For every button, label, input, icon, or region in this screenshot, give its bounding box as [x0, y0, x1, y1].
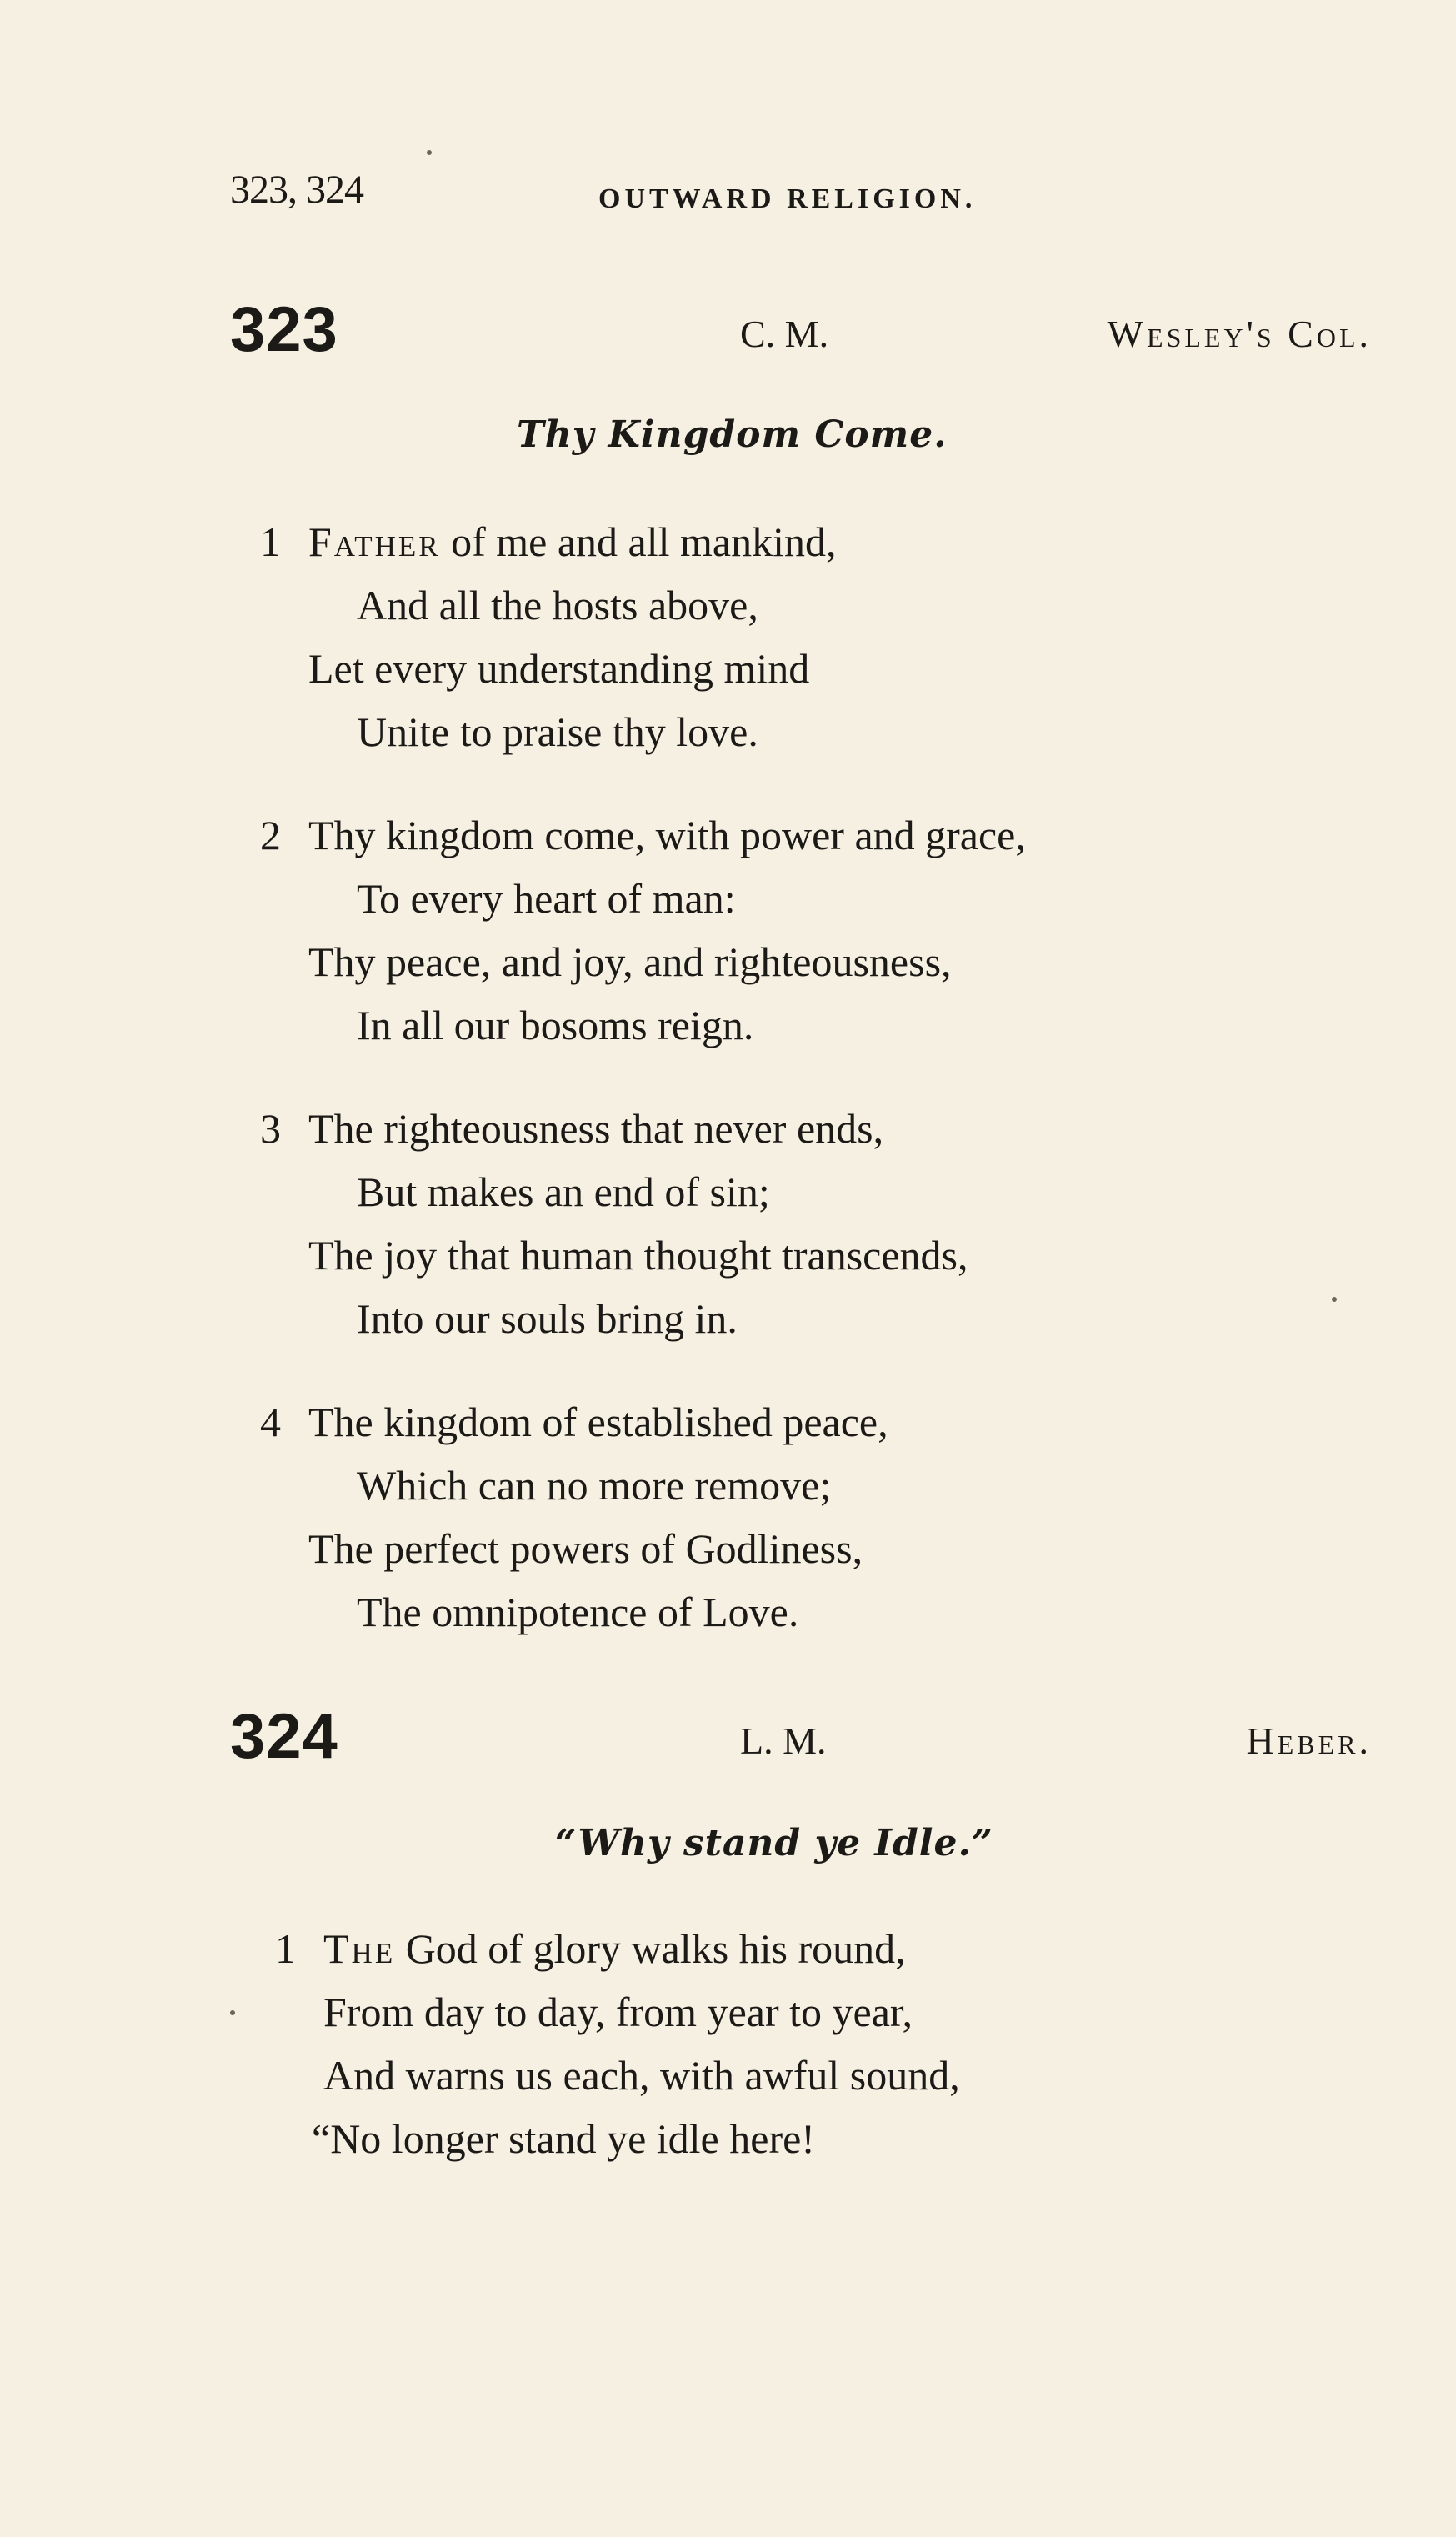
stanza-line: [275, 1917, 960, 1980]
first-word: The: [308, 1105, 373, 1152]
running-head-section-title: OUTWARD RELIGION.: [598, 183, 977, 214]
first-word: The: [308, 1399, 373, 1445]
hymn-323-header: [230, 293, 1372, 368]
stanza-line: [260, 1390, 888, 1454]
verse-number: 4: [260, 1399, 281, 1445]
first-word: The: [323, 1925, 396, 1972]
stanza-line: Thy peace, and joy, and righteousness,: [308, 938, 952, 985]
verse-number: 3: [260, 1105, 281, 1152]
hymn-323-subtitle: Thy Kingdom Come.: [517, 413, 948, 456]
hymn-324-stanza-1: [275, 1917, 960, 2170]
print-speck: [1332, 1297, 1337, 1302]
hymn-324-subtitle: “Why stand ye Idle.”: [555, 1822, 994, 1864]
stanza-line: Which can no more remove;: [357, 1462, 832, 1509]
hymn-author: Wesley's Col.: [1107, 313, 1372, 355]
stanza-line: But makes an end of sin;: [357, 1168, 770, 1215]
first-line-text: righteousness that never ends,: [373, 1105, 884, 1152]
hymn-meter: L. M.: [740, 1719, 827, 1762]
hymn-323-stanza-1: [260, 510, 837, 763]
stanza-line: In all our bosoms reign.: [357, 1002, 754, 1048]
stanza-line: And warns us each, with awful sound,: [323, 2052, 960, 2099]
hymn-323-stanza-4: [260, 1390, 888, 1644]
hymn-number: 323: [230, 294, 338, 365]
stanza-line: [260, 1097, 968, 1160]
first-line-text: of me and all mankind,: [440, 518, 837, 565]
print-speck: [230, 2010, 235, 2015]
hymn-324-header: [230, 1700, 1372, 1775]
first-word: Father: [308, 518, 441, 565]
first-line-text: God of glory walks his round,: [395, 1925, 906, 1972]
stanza-line: The joy that human thought transcends,: [308, 1232, 968, 1279]
stanza-line: Into our souls bring in.: [357, 1295, 738, 1342]
hymn-323-stanza-2: [260, 803, 1026, 1057]
hymn-number: 324: [230, 1701, 338, 1772]
stanza-line: To every heart of man:: [357, 875, 736, 922]
print-speck: [427, 150, 432, 155]
hymn-323-stanza-3: [260, 1097, 968, 1350]
first-line-text: kingdom of established peace,: [373, 1399, 888, 1445]
first-line-text: kingdom come, with power and grace,: [375, 812, 1026, 858]
verse-number: 2: [260, 812, 281, 858]
hymn-meter: C. M.: [740, 313, 829, 355]
stanza-line: Unite to praise thy love.: [357, 708, 758, 755]
first-word: Thy: [308, 812, 376, 858]
stanza-line: [260, 803, 1026, 867]
stanza-line: The perfect powers of Godliness,: [308, 1525, 863, 1572]
running-head-page-numbers: 323, 324: [230, 168, 363, 212]
stanza-line: From day to day, from year to year,: [323, 1989, 913, 2035]
stanza-line: “No longer stand ye idle here!: [312, 2115, 815, 2162]
stanza-line: And all the hosts above,: [357, 582, 758, 628]
stanza-line: [260, 510, 837, 573]
stanza-line: Let every understanding mind: [308, 645, 810, 692]
verse-number: 1: [275, 1925, 296, 1972]
stanza-line: The omnipotence of Love.: [357, 1589, 799, 1635]
running-head: [230, 167, 1063, 217]
verse-number: 1: [260, 518, 281, 565]
hymn-author: Heber.: [1246, 1719, 1372, 1762]
